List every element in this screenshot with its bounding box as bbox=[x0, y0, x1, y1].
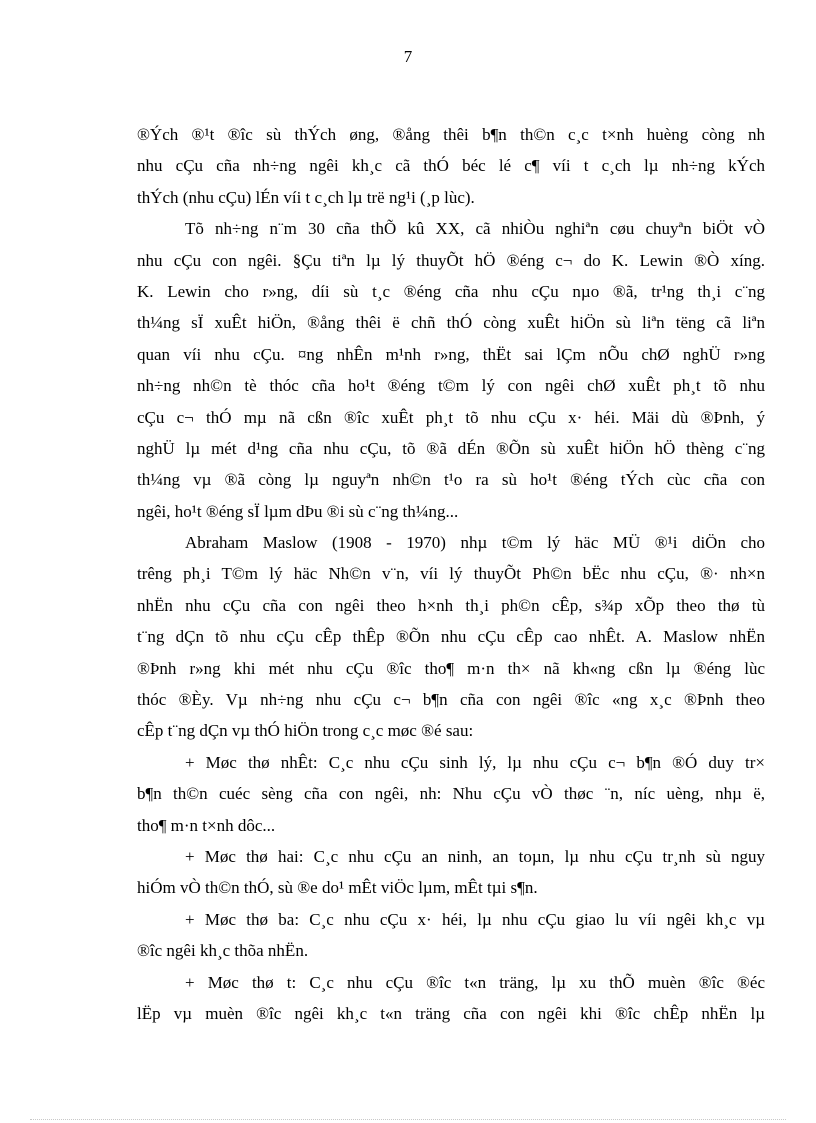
page-number: 7 bbox=[403, 47, 413, 66]
text-line: ®Þnh r»ng khi mét nhu cÇu ®îc tho¶ m·n th× nã kh«ng cßn lµ ®éng lùc bbox=[137, 658, 765, 678]
text-line: thóc ®Èy. Vµ nh÷ng nhu cÇu c¬ b¶n cña con ngêi ®îc «ng x¸c ®Þnh theo bbox=[137, 690, 765, 710]
text-line: trêng ph¸i T©m lý häc Nh©n v¨n, víi lý thuyÕt Ph©n bËc nhu cÇu, ®· nh×n bbox=[137, 564, 765, 584]
text-line: b¶n th©n cuéc sèng cña con ngêi, nh: Nhu cÇu vÒ thøc ¨n, níc uèng, nhµ ë, bbox=[137, 784, 765, 804]
text-line: lËp vµ muèn ®îc ngêi kh¸c t«n träng cña con ngêi khi ®îc chÊp nhËn lµ bbox=[137, 1003, 765, 1023]
text-line: thÝch (nhu cÇu) lÉn víi t c¸ch lµ trë ng¹i (¸p lùc). bbox=[137, 187, 475, 207]
text-line: K. Lewin cho r»ng, díi sù t¸c ®éng cña nhu cÇu nµo ®ã, tr¹ng th¸i c¨ng bbox=[137, 281, 765, 301]
text-line: hiÓm vÒ th©n thÓ, sù ®e do¹ mÊt viÖc lµm, mÊt tµi s¶n. bbox=[137, 878, 538, 898]
text-line: + Møc thø t: C¸c nhu cÇu ®îc t«n träng, lµ xu thÕ muèn ®îc ®éc bbox=[185, 972, 765, 992]
text-line: Tõ nh÷ng n¨m 30 cña thÕ kû XX, cã nhiÒu nghiªn cøu chuyªn biÖt vÒ bbox=[185, 219, 765, 239]
text-line: tho¶ m·n t×nh dôc... bbox=[137, 815, 276, 835]
text-line: th¼ng sÏ xuÊt hiÖn, ®ång thêi ë chñ thÓ còng xuÊt hiÖn sù liªn tëng cã liªn bbox=[137, 313, 765, 333]
text-line: + Møc thø hai: C¸c nhu cÇu an ninh, an toµn, lµ nhu cÇu tr¸nh sù nguy bbox=[185, 846, 765, 866]
text-line: ®Ých ®¹t ®îc sù thÝch øng, ®ång thêi b¶n th©n c¸c t×nh huèng còng nh bbox=[137, 125, 765, 144]
text-line: t¨ng dÇn tõ nhu cÇu cÊp thÊp ®Õn nhu cÇu cÊp cao nhÊt. A. Maslow nhËn bbox=[137, 627, 765, 647]
text-line: quan víi nhu cÇu. ¤ng nhÊn m¹nh r»ng, thËt sai lÇm nÕu chØ nghÜ r»ng bbox=[137, 344, 765, 364]
text-line: + Møc thø ba: C¸c nhu cÇu x· héi, lµ nhu cÇu giao lu víi ngêi kh¸c vµ bbox=[185, 909, 765, 929]
text-line: cÊp t¨ng dÇn vµ thÓ hiÖn trong c¸c møc ®é sau: bbox=[137, 721, 474, 741]
text-line: nhu cÇu cña nh÷ng ngêi kh¸c cã thÓ béc lé c¶ víi t c¸ch lµ nh÷ng kÝch bbox=[137, 156, 765, 176]
page-bottom-divider bbox=[30, 1119, 786, 1120]
text-line: nh÷ng nh©n tè thóc cña ho¹t ®éng t©m lý con ngêi chØ xuÊt ph¸t tõ nhu bbox=[137, 376, 765, 396]
text-line: cÇu c¬ thÓ mµ nã cßn ®îc xuÊt ph¸t tõ nhu cÇu x· héi. Mäi dù ®Þnh, ý bbox=[137, 407, 765, 427]
text-line: + Møc thø nhÊt: C¸c nhu cÇu sinh lý, lµ nhu cÇu c¬ b¶n ®Ó duy tr× bbox=[185, 752, 765, 772]
text-line: nhËn nhu cÇu cña con ngêi theo h×nh th¸i ph©n cÊp, s¾p xÕp theo thø tù bbox=[137, 595, 765, 615]
text-line: th¼ng vµ ®ã còng lµ nguyªn nh©n t¹o ra sù ho¹t ®éng tÝch cùc cña con bbox=[137, 470, 765, 490]
text-line: Abraham Maslow (1908 - 1970) nhµ t©m lý häc MÜ ®¹i diÖn cho bbox=[185, 533, 765, 553]
text-line: nghÜ lµ mét d¹ng cña nhu cÇu, tõ ®ã dÉn ®Õn sù xuÊt hiÖn hÖ thèng c¨ng bbox=[137, 438, 765, 458]
document-body bbox=[137, 123, 765, 1033]
text-line: nhu cÇu con ngêi. §Çu tiªn lµ lý thuyÕt hÖ ®éng c¬ do K. Lewin ®Ò xíng. bbox=[137, 250, 765, 270]
text-line: ngêi, ho¹t ®éng sÏ lµm dÞu ®i sù c¨ng th¼ng... bbox=[137, 501, 459, 521]
text-line: ®îc ngêi kh¸c thõa nhËn. bbox=[137, 941, 309, 961]
